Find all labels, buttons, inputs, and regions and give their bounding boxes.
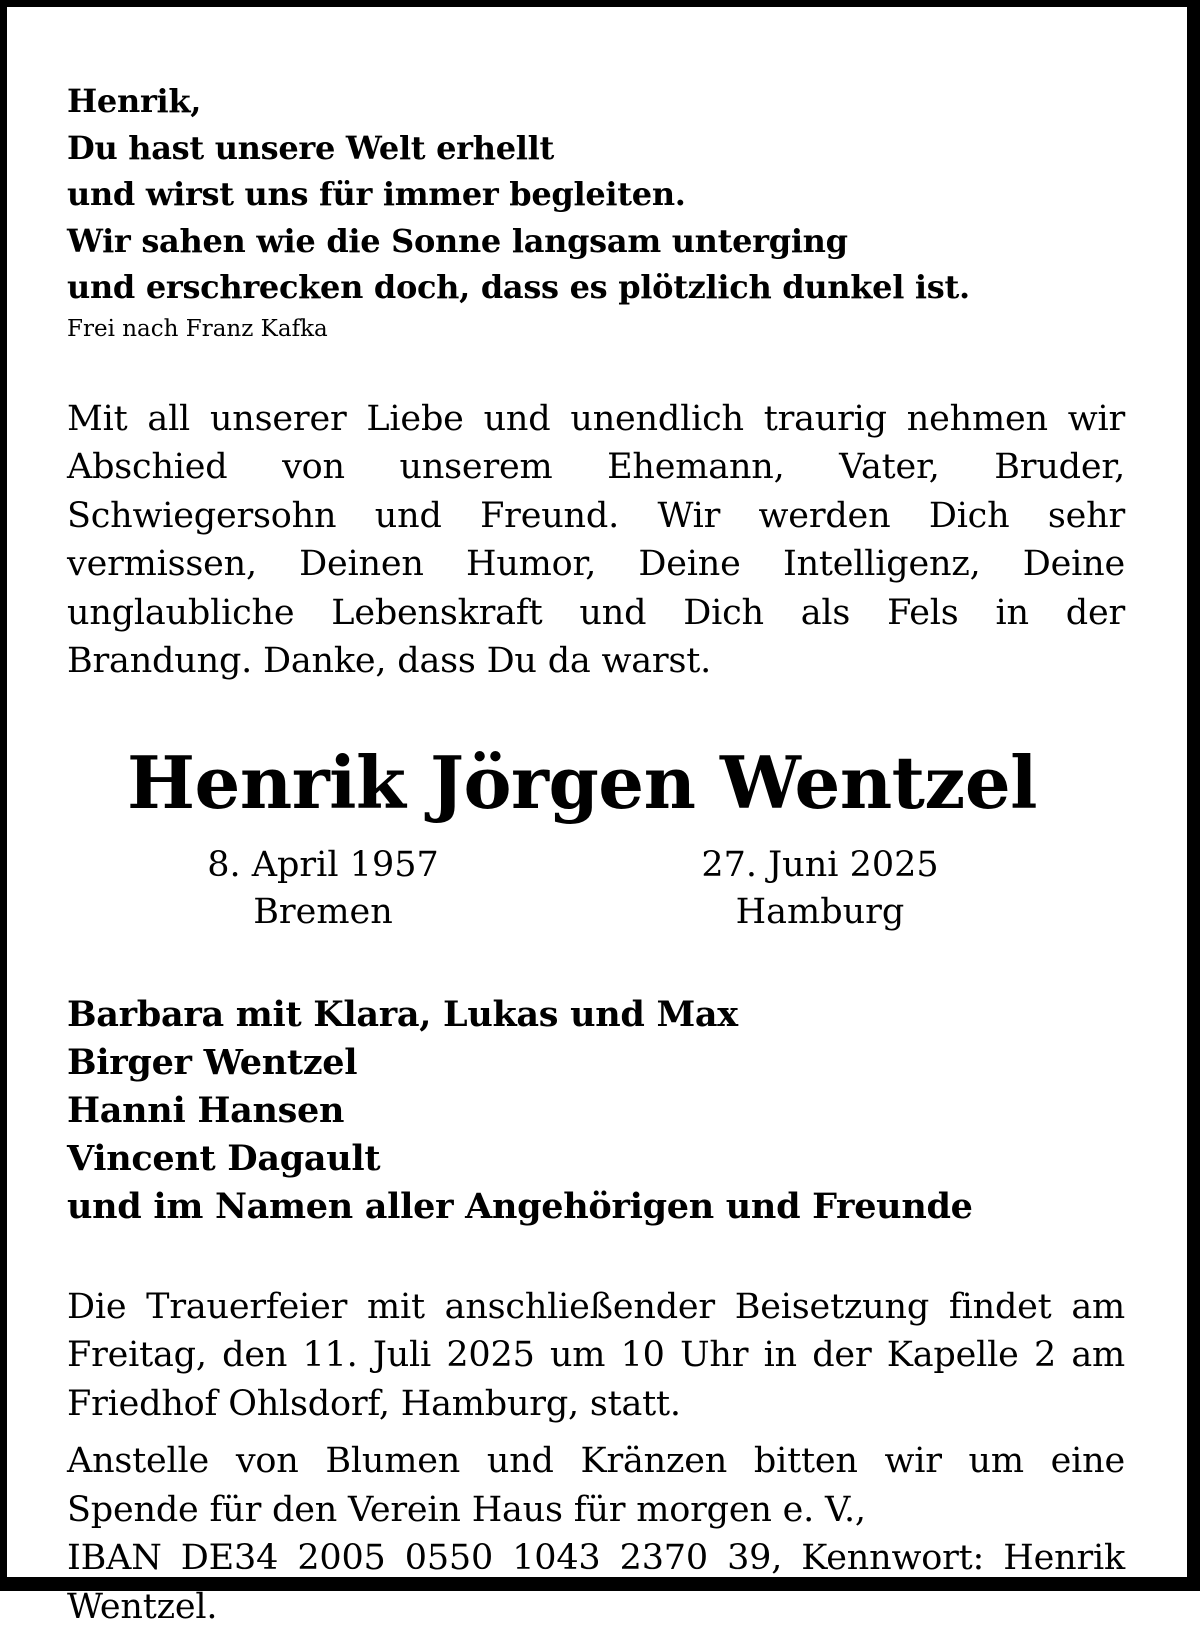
mourner-name: und im Namen aller Angehörigen und Freunde xyxy=(67,1185,973,1227)
verse-line: Du hast unsere Welt erhellt xyxy=(67,128,554,167)
verse-line: Wir sahen wie die Sonne langsam unterging xyxy=(67,221,848,260)
death-place: Hamburg xyxy=(735,891,905,932)
mourners-list xyxy=(67,991,1125,1231)
farewell-paragraph: Mit all unserer Liebe und unendlich traurig nehmen wir Abschied von unserem Ehemann, Vater, Bruder, Schwiegersohn und Freund. Wir werden Dich sehr vermissen, Deinen Humor, Deine Intelligenz, Deine unglaubliche Lebenskraft und Dich als Fels in der Brandung. Danke, dass Du da warst. xyxy=(67,398,1125,681)
obituary-content xyxy=(67,78,1125,1631)
verse-line: Henrik, xyxy=(67,82,202,120)
verse-attribution: Frei nach Franz Kafka xyxy=(67,315,328,342)
verse-line: und erschrecken doch, dass es plötzlich dunkel ist. xyxy=(67,268,970,306)
funeral-ceremony-info: Die Trauerfeier mit anschließender Beisetzung findet am Freitag, den 11. Juli 2025 um 10 Uhr in der Kapelle 2 am Friedhof Ohlsdorf, Hamburg, statt. xyxy=(67,1286,1125,1424)
birth-date: 8. April 1957 xyxy=(207,844,439,885)
mourner-name: Barbara mit Klara, Lukas und Max xyxy=(67,993,738,1035)
life-dates xyxy=(67,842,1125,942)
deceased-name: Henrik Jörgen Wentzel xyxy=(127,739,1037,825)
bank-details: IBAN DE34 2005 0550 1043 2370 39, Kennwort: Henrik Wentzel. xyxy=(67,1538,1125,1627)
birth-info xyxy=(163,842,483,936)
mourner-name: Hanni Hansen xyxy=(67,1089,345,1131)
birth-place: Bremen xyxy=(253,891,393,932)
death-date: 27. Juni 2025 xyxy=(701,844,939,885)
death-info xyxy=(660,842,980,936)
donation-text: Anstelle von Blumen und Kränzen bitten wir um eine Spende für den Verein Haus für morgen e. V., xyxy=(67,1441,1125,1530)
mourner-name: Birger Wentzel xyxy=(67,1041,358,1083)
donation-request xyxy=(67,1437,1125,1631)
mourner-name: Vincent Dagault xyxy=(67,1137,381,1179)
verse-line: und wirst uns für immer begleiten. xyxy=(67,175,686,213)
memorial-verse xyxy=(67,78,1125,347)
